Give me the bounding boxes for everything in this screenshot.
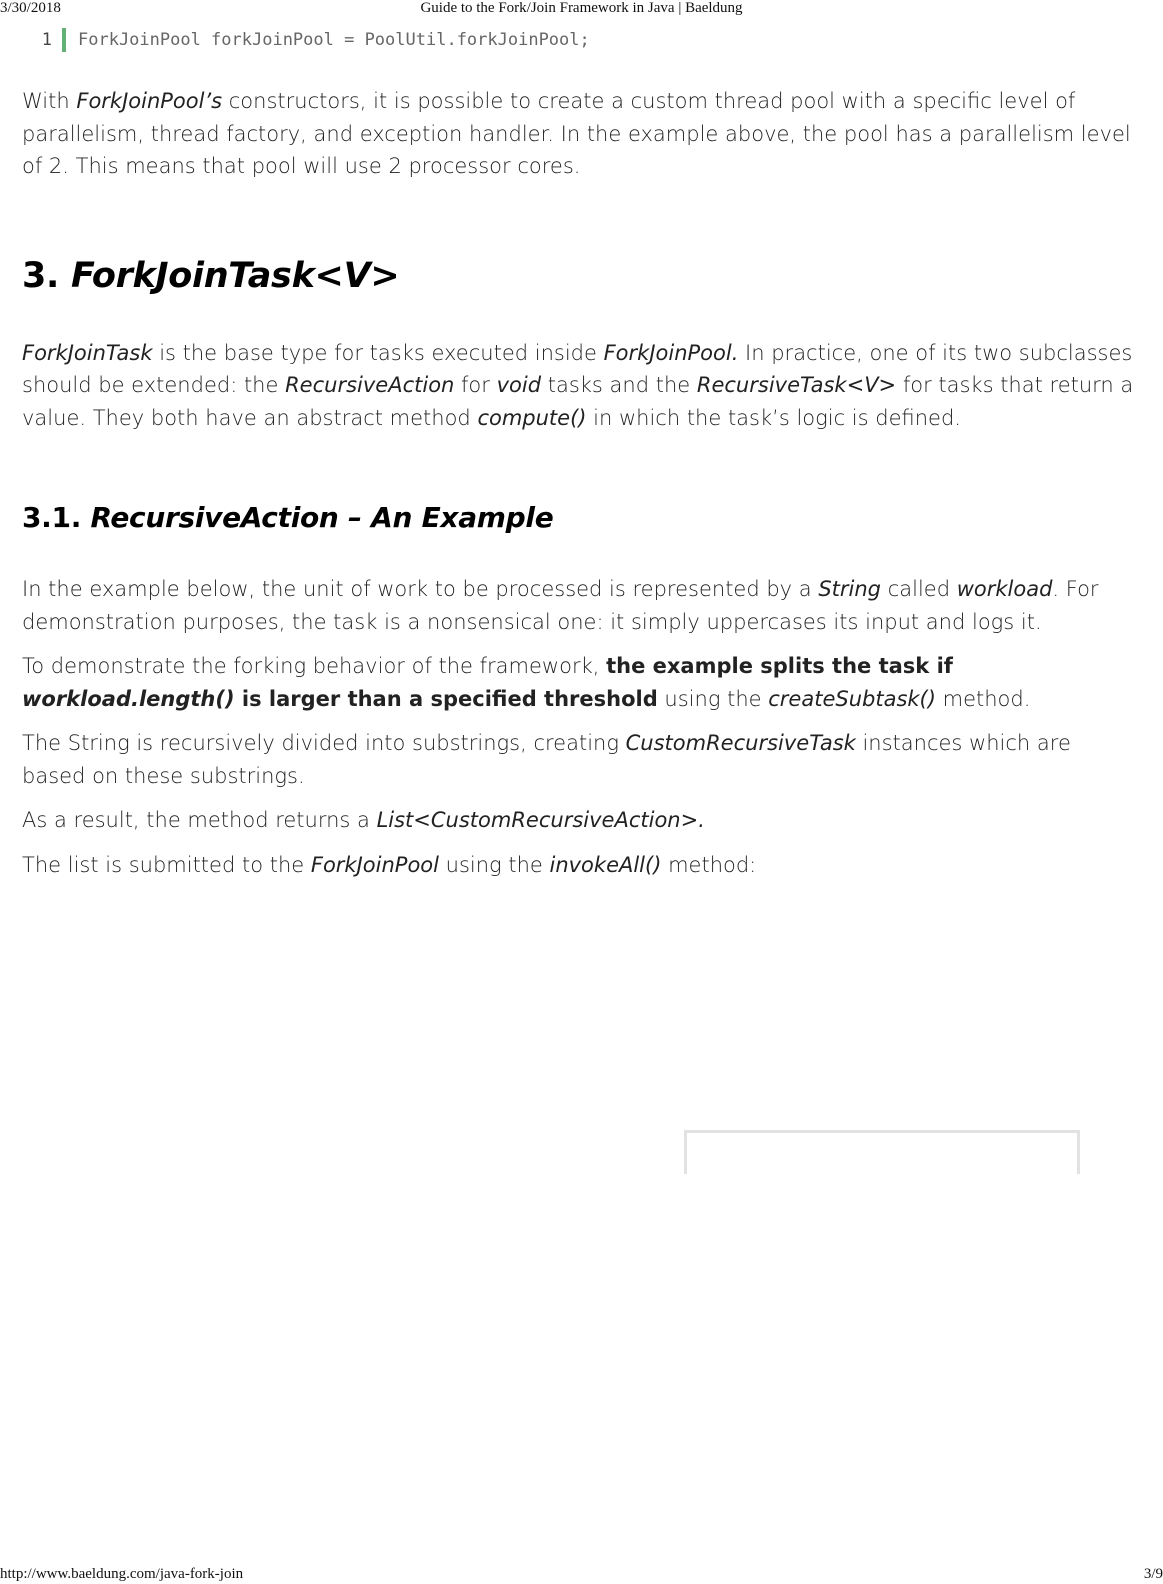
text: for tasks that return a value. They both have an abstract method <box>22 373 1134 430</box>
code-snippet <box>30 26 590 54</box>
text: called <box>881 577 957 601</box>
code-term: workload <box>956 577 1053 601</box>
code-term: createSubtask() <box>768 686 936 711</box>
text: is the base type for tasks executed inside <box>152 340 604 365</box>
paragraph-constructors <box>22 85 1137 183</box>
bold-code-term: workload.length() <box>22 686 235 711</box>
paragraph-string-divided <box>22 727 1137 792</box>
print-page-number: 3/9 <box>1143 1566 1163 1582</box>
text: With <box>22 89 77 113</box>
paragraph-example-intro <box>22 573 1137 638</box>
code-term: ForkJoinPool <box>310 852 439 877</box>
code-line: ForkJoinPool forkJoinPool = PoolUtil.forkJoinPool; <box>78 30 590 50</box>
code-term: void <box>496 373 542 397</box>
text: In the example below, the unit of work to be processed is represented by a <box>22 577 819 601</box>
section-heading-3-1 <box>22 500 1137 536</box>
paragraph-forkjointask <box>22 337 1137 435</box>
code-line-number: 1 <box>41 30 52 50</box>
text: in which the task’s logic is defined. <box>586 405 961 430</box>
text: The list is submitted to the <box>22 852 311 877</box>
code-term: RecursiveTask<V> <box>696 373 897 397</box>
code-term: String <box>818 577 882 601</box>
paragraph-forking-behavior <box>22 650 1137 715</box>
text: In practice, one of its two subclasses should be extended: the <box>22 340 1133 397</box>
text: using the <box>657 686 769 711</box>
paragraph-method-returns <box>22 804 1137 837</box>
text: To demonstrate the forking behavior of the framework, <box>22 654 607 678</box>
text: The String is recursively divided into substrings, creating <box>22 731 626 755</box>
code-term: CustomRecursiveTask <box>625 731 856 755</box>
section-heading-3 <box>22 254 1137 298</box>
bold-text: the example splits the task if <box>606 654 953 678</box>
bold-text: is larger than a specified threshold <box>234 686 658 711</box>
article-body <box>22 85 1137 881</box>
code-term: invokeAll() <box>549 852 662 877</box>
ad-placeholder <box>684 1130 1080 1174</box>
code-term: ForkJoinPool’s <box>76 89 223 113</box>
code-term: compute() <box>477 405 587 430</box>
print-page-title: Guide to the Fork/Join Framework in Java | Baeldung <box>420 0 743 16</box>
text: using the <box>438 852 550 877</box>
text: method. <box>935 686 1031 711</box>
heading-title: ForkJoinTask<V> <box>70 255 400 296</box>
text: tasks and the <box>541 373 697 397</box>
text: constructors, it is possible to create a custom thread pool with a specific level of parallelism, thread factory, and exception handler. In the example above, the pool has a parallelism level of 2. This means that pool will use 2 processor cores. <box>22 89 1131 178</box>
heading-title: RecursiveAction – An Example <box>90 501 554 534</box>
print-url: http://www.baeldung.com/java-fork-join <box>0 1566 244 1582</box>
code-term: ForkJoinTask <box>22 340 153 365</box>
code-gutter-bar <box>62 28 66 52</box>
text: for <box>454 373 497 397</box>
print-header <box>0 0 1163 16</box>
print-date: 3/30/2018 <box>0 0 61 16</box>
code-term: ForkJoinPool. <box>603 340 739 365</box>
text: instances which are based on these substrings. <box>22 731 1071 788</box>
text: . For demonstration purposes, the task is a nonsensical one: it simply uppercases its input and logs it. <box>22 577 1099 634</box>
code-term: List<CustomRecursiveAction>. <box>376 808 705 832</box>
print-footer <box>0 1566 1163 1582</box>
heading-number: 3. <box>22 255 60 296</box>
text: As a result, the method returns a <box>22 808 377 832</box>
heading-number: 3.1. <box>22 501 82 534</box>
text: method: <box>661 852 757 877</box>
code-term: RecursiveAction <box>285 373 455 397</box>
paragraph-list-submitted <box>22 849 1137 882</box>
